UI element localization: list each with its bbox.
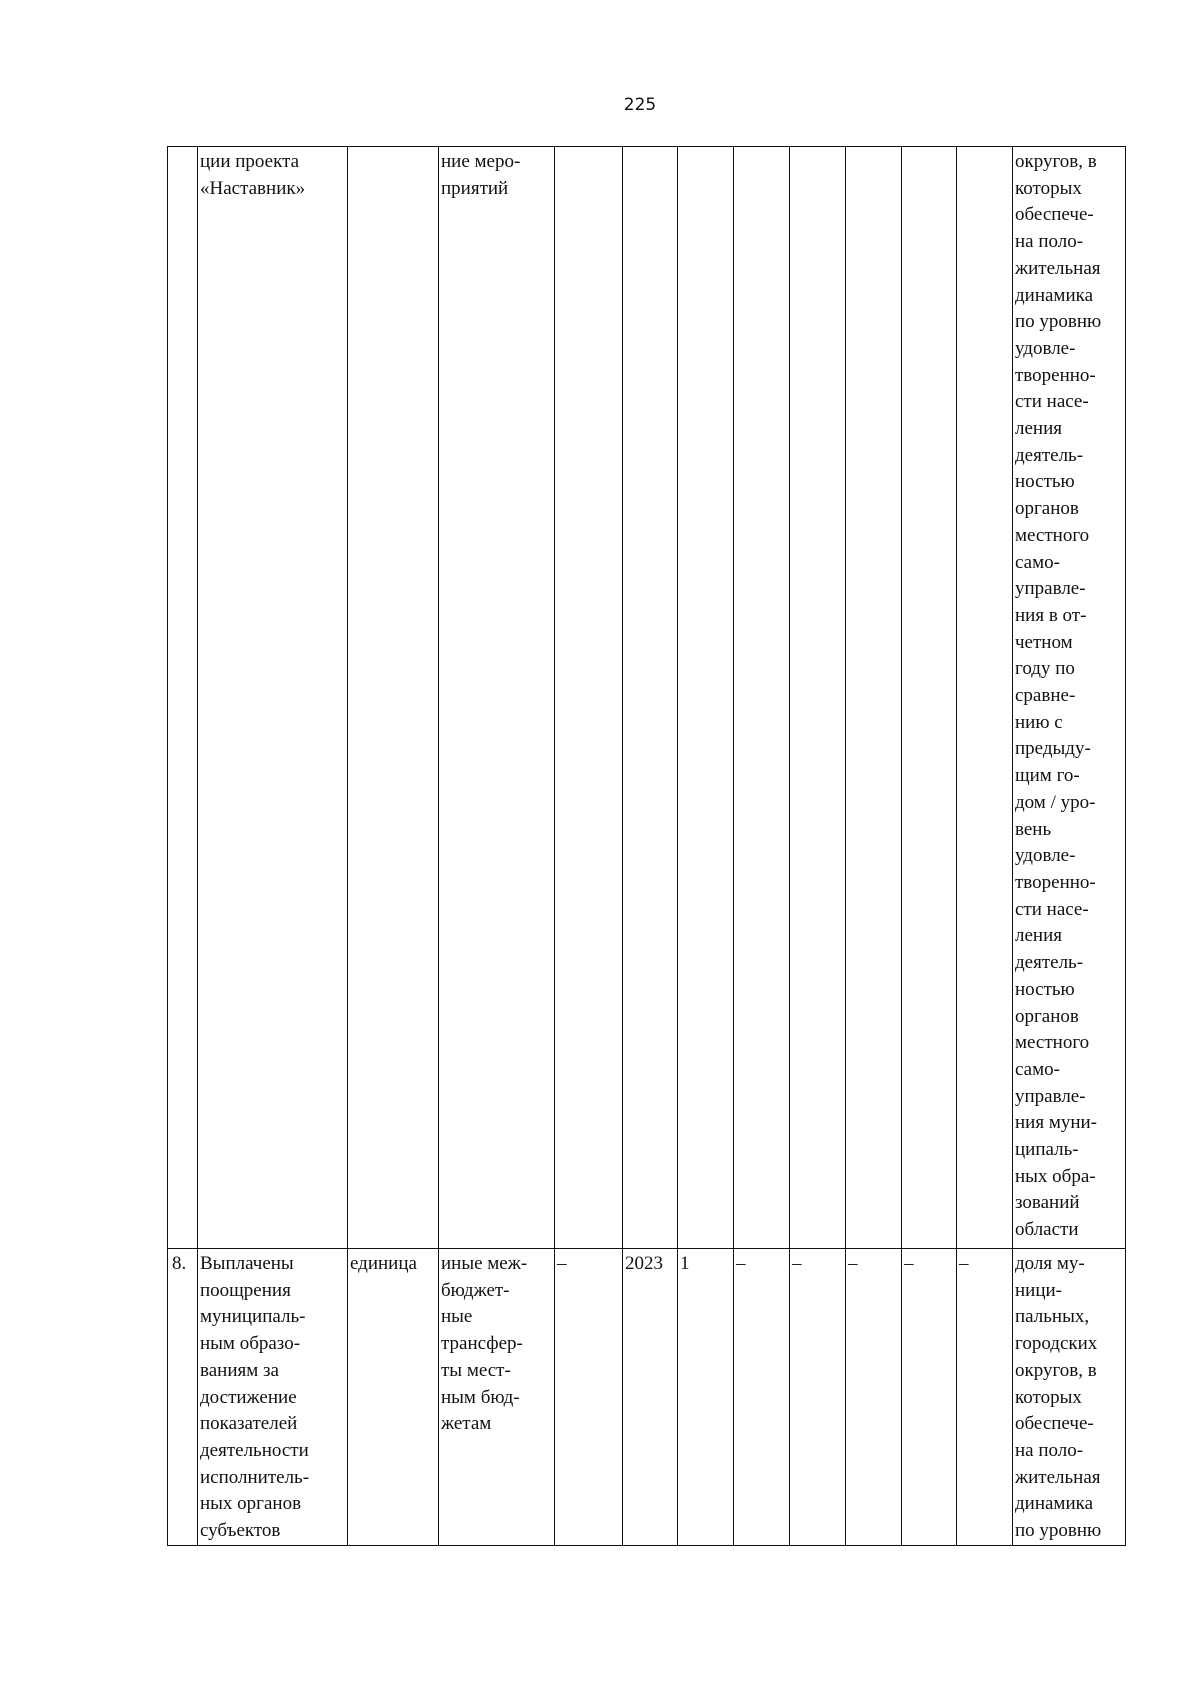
table-cell [957, 147, 1013, 1249]
funding-source: ние меро- приятий [439, 147, 555, 1249]
table-cell [734, 147, 790, 1249]
table-cell: – [734, 1249, 790, 1546]
row-number [168, 147, 198, 1249]
unit-of-measure [348, 147, 439, 1249]
funding-source: иные меж- бюджет- ные трансфер- ты мест- ным бюд- жетам [439, 1249, 555, 1546]
table-cell: – [957, 1249, 1013, 1546]
table-cell [555, 147, 623, 1249]
table-cell: 2023 [623, 1249, 678, 1546]
unit-of-measure: единица [348, 1249, 439, 1546]
table-cell [846, 147, 902, 1249]
table-cell [790, 147, 846, 1249]
table-cell: – [555, 1249, 623, 1546]
table-cell: – [846, 1249, 902, 1546]
table-cell [902, 147, 957, 1249]
data-table [167, 146, 1126, 1546]
result-name: Выплачены поощрения муниципаль- ным образо- ваниям за достижение показателей деятельности исполнитель- ных органов субъектов [198, 1249, 348, 1546]
table-cell [623, 147, 678, 1249]
data-table-container [167, 146, 1126, 1546]
table-cell: – [790, 1249, 846, 1546]
table-cell: – [902, 1249, 957, 1546]
table-cell: 1 [678, 1249, 734, 1546]
table-row [168, 1249, 1126, 1546]
indicator-description: доля му- ници- пальных, городских округов, в которых обеспече- на поло- жительная динамика по уровню [1013, 1249, 1126, 1546]
page-number: 225 [623, 95, 657, 115]
table-cell [678, 147, 734, 1249]
table-row [168, 147, 1126, 1249]
result-name: ции проекта «Наставник» [198, 147, 348, 1249]
indicator-description: округов, в которых обеспече- на поло- жительная динамика по уровню удовле- творенно- сти насе- ления деятель- ностью органов местного само- управле- ния в от- четном году по сравне- нию с предыду- щим го- дом / уро- вень удовле- творенно- сти насе- ления деятель- ностью органов местного само- управле- ния муни- ципаль- ных обра- зований области [1013, 147, 1126, 1249]
row-number: 8. [168, 1249, 198, 1546]
